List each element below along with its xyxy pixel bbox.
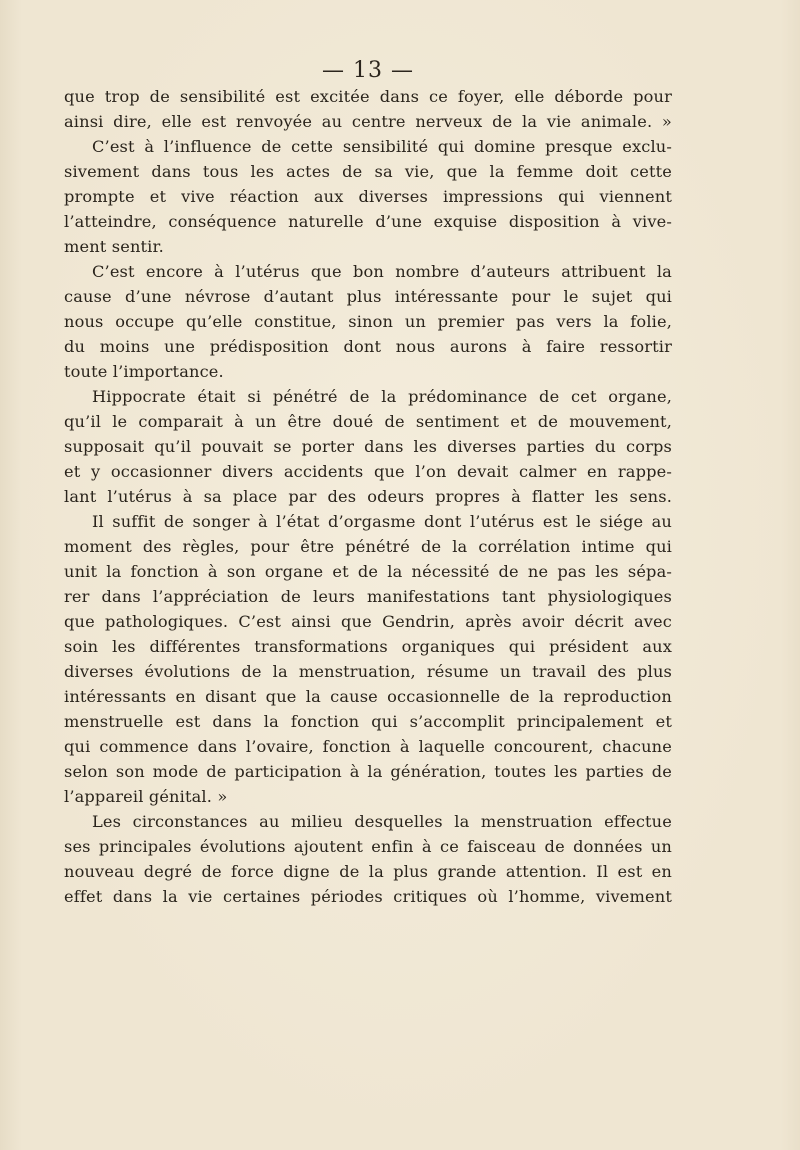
text-line: que pathologiques. C’est ainsi que Gendrin, après avoir décrit avec	[64, 612, 672, 631]
text-line: rer dans l’appréciation de leurs manifestations tant physiologiques	[64, 587, 672, 606]
text-line: cause d’une névrose d’autant plus intéressante pour le sujet qui	[64, 287, 672, 306]
text-line: effet dans la vie certaines périodes critiques où l’homme, vivement	[64, 887, 672, 906]
text-line: que trop de sensibilité est excitée dans ce foyer, elle déborde pour	[64, 87, 672, 106]
text-line: unit la fonction à son organe et de la nécessité de ne pas les sépa-	[64, 562, 672, 581]
text-line: menstruelle est dans la fonction qui s’accomplit principalement et	[64, 712, 672, 731]
text-line: nous occupe qu’elle constitue, sinon un premier pas vers la folie,	[64, 312, 672, 331]
text-line: sivement dans tous les actes de sa vie, que la femme doit cette	[64, 162, 672, 181]
text-line: moment des règles, pour être pénétré de la corrélation intime qui	[64, 537, 672, 556]
text-line: diverses évolutions de la menstruation, résume un travail des plus	[64, 662, 672, 681]
text-line: C’est encore à l’utérus que bon nombre d’auteurs attribuent la	[92, 262, 672, 281]
text-line: qui commence dans l’ovaire, fonction à laquelle concourent, chacune	[64, 737, 672, 756]
text-line: l’atteindre, conséquence naturelle d’une exquise disposition à vive-	[64, 212, 672, 231]
text-line: ment sentir.	[64, 237, 164, 256]
text-line: ses principales évolutions ajoutent enfin à ce faisceau de données un	[64, 837, 672, 856]
text-line: lant l’utérus à sa place par des odeurs propres à flatter les sens.	[64, 487, 672, 506]
text-line: Les circonstances au milieu desquelles la menstruation effectue	[92, 812, 672, 831]
text-line: soin les différentes transformations organiques qui président aux	[64, 637, 672, 656]
text-line: l’appareil génital. »	[64, 787, 228, 806]
text-line: toute l’importance.	[64, 362, 224, 381]
text-line: prompte et vive réaction aux diverses impressions qui viennent	[64, 187, 672, 206]
text-line: Hippocrate était si pénétré de la prédominance de cet organe,	[92, 387, 672, 406]
text-line: supposait qu’il pouvait se porter dans les diverses parties du corps	[64, 437, 672, 456]
text-line: Il suffit de songer à l’état d’orgasme dont l’utérus est le siége au	[92, 512, 672, 531]
text-line: du moins une prédisposition dont nous aurons à faire ressortir	[64, 337, 672, 356]
text-line: C’est à l’influence de cette sensibilité qui domine presque exclu-	[92, 137, 672, 156]
text-line: selon son mode de participation à la génération, toutes les parties de	[64, 762, 672, 781]
text-line: et y occasionner divers accidents que l’on devait calmer en rappe-	[64, 462, 672, 481]
text-line: ainsi dire, elle est renvoyée au centre nerveux de la vie animale. »	[64, 112, 672, 131]
page-number: — 13 —	[322, 58, 414, 83]
text-line: qu’il le comparait à un être doué de sentiment et de mouvement,	[64, 412, 672, 431]
text-line: nouveau degré de force digne de la plus grande attention. Il est en	[64, 862, 672, 881]
text-line: intéressants en disant que la cause occasionnelle de la reproduction	[64, 687, 672, 706]
